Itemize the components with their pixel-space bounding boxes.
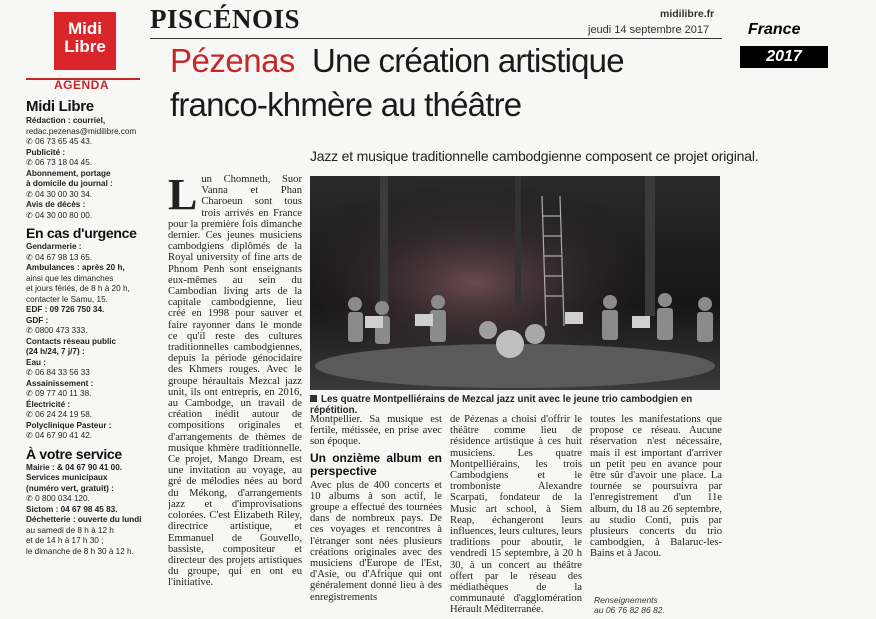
- sidebar-abonnement: Abonnement, portage à domicile du journal : ✆ 04 30 00 30 34.: [26, 168, 113, 199]
- column-2-text: Avec plus de 400 concerts et 10 albums à son actif, le groupe a effectué des tournées dans de nombreux pays. De ces voyages et rencontres à l'étranger sont nées plusieurs créations originales avec des musiciens d'Europe de l'Est, d'Asie, ou d'Afrique qui ont généralement donné lieu à des enregistrements: [310, 479, 442, 603]
- sidebar-electricite: Électricité : ✆ 06 24 24 19 58.: [26, 399, 93, 419]
- info-contact: [594, 595, 665, 615]
- sidebar-contacts: [26, 96, 142, 557]
- article-column-3: [450, 414, 582, 616]
- sidebar-decheterie: Déchetterie : ouverte du lundi au samedi de 8 h à 12 h et de 14 h à 17 h 30 ; le dimanche de 8 h 30 à 12 h.: [26, 515, 142, 556]
- publication-date: jeudi 14 septembre 2017: [588, 24, 710, 36]
- sidebar-assainissement: Assainissement : ✆ 09 77 40 11 38.: [26, 378, 94, 398]
- sidebar-paper-title: Midi Libre: [26, 98, 94, 115]
- publication-site: midilibre.fr: [660, 8, 715, 20]
- headline-line-1: Une création artistique: [312, 42, 624, 79]
- sidebar-services-municipaux: Services municipaux (numéro vert, gratuit) : ✆ 0 800 034 120.: [26, 473, 114, 503]
- urgence-title: En cas d'urgence: [26, 225, 137, 241]
- article-column-2: [310, 414, 442, 616]
- sidebar-mairie: Mairie : & 04 67 90 41 00.: [26, 462, 123, 472]
- dropcap: L: [168, 174, 198, 219]
- headline-city: Pézenas: [170, 42, 295, 79]
- rehearsal-photo: [310, 176, 720, 390]
- article-column-1: [168, 174, 302, 614]
- logo-line-1: Midi: [68, 19, 102, 38]
- section-title: PISCÉNOIS: [150, 4, 301, 34]
- sidebar-gendarmerie: Gendarmerie : ✆ 04 67 98 13 65.: [26, 242, 93, 262]
- agenda-label: AGENDA: [54, 78, 110, 92]
- sidebar-sictom: Sictom : 04 67 98 45 83.: [26, 504, 118, 514]
- photo-caption: [310, 394, 722, 416]
- sidebar-publicite: Publicité : ✆ 06 73 18 04 45.: [26, 147, 93, 167]
- sidebar-polyclinique: Polyclinique Pasteur : ✆ 04 67 90 41 42.: [26, 420, 112, 440]
- sidebar-eau: Eau : ✆ 06 84 33 56 33: [26, 357, 90, 377]
- column-1-text: un Chomneth, Suor Vanna et Phan Charoeun sont tous trois arrivés en France pour la première fois dimanche dernier. Ces jeunes musiciens cambodgiens diplômés de la Royal university of fine arts de Phnom Penh sont enseignants eux-mêmes au sein du Cambodian living arts de la capitale cambodgienne, lieu créé en 1998 pour sauver et faire rayonner dans le monde ce qu'il reste des cultures traditionnelles cambodgiennes, depuis la période génocidaire des Khmers rouges. Avec le groupe héraultais Mezcal jazz unit, ils ont entrepris, en 2016, au Cambodge, un travail de création inédit autour de compositions originales et d'arrangements de thèmes de musique khmère traditionnelle. Ce projet, Mango Dream, est une invitation au voyage, au gré de mélodies nées au bord du Mékong, d'arrangements jazz et d'improvisations colorées. C'est Élizabeth Riley, directrice artistique, et Emmanuel de Gouvello, bassiste, compositeur et directeur des projets artistiques du groupe, qui en ont eu l'initiative.: [168, 174, 302, 589]
- caption-square-icon: [310, 395, 317, 402]
- midi-libre-logo: [54, 12, 116, 70]
- header-rule: [150, 38, 722, 39]
- info-label: Renseignements: [594, 595, 658, 605]
- caption-text: Les quatre Montpelliérains de Mezcal jazz unit avec le jeune trio cambodgien en répétition.: [310, 394, 693, 416]
- column-3-text: de Pézenas a choisi d'offrir le théâtre comme lieu de résidence artistique à ces huit musiciens. Les quatre Montpelliérains, les trois Cambodgiens et le tromboniste Alexandre Scarpati, fondateur de la Music art school, à Siem Reap, échangeront leurs influences, leurs cultures, leurs traditions pour aboutir, le vendredi 15 septembre, à 20 h 30, à un concert au théâtre offert par le réseau des médiathèques de la communauté d'agglomération Hérault Méditerranée.: [450, 414, 582, 616]
- article-subhead: Un onzième album en perspective: [310, 450, 442, 478]
- sidebar-redaction: Rédaction : courriel, redac.pezenas@midilibre.com ✆ 06 73 65 45 43.: [26, 116, 137, 146]
- standfirst: Jazz et musique traditionnelle cambodgienne composent ce projet original.: [310, 148, 759, 164]
- headline-line-2: franco-khmère au théâtre: [170, 86, 522, 123]
- sidebar-deces: Avis de décès : ✆ 04 30 00 80 00.: [26, 200, 93, 220]
- sidebar-edf: EDF : 09 726 750 34.: [26, 305, 105, 314]
- logo-line-2: Libre: [64, 37, 106, 56]
- country-label: France: [748, 21, 801, 38]
- service-title: À votre service: [26, 445, 122, 462]
- sidebar-gdf: GDF : ✆ 0800 473 333.: [26, 315, 88, 335]
- sidebar-contacts-reseau: Contacts réseau public (24 h/24, 7 j/7) :: [26, 336, 117, 356]
- info-phone: au 06 76 82 86 82.: [594, 605, 665, 615]
- sidebar-ambulances: Ambulances : après 20 h, ainsi que les dimanches et jours fériés, de 8 h à 20 h, contacter le Samu, 15.: [26, 263, 130, 304]
- column-2-intro: Montpellier. Sa musique est fertile, métissée, en prise avec son époque.: [310, 414, 442, 448]
- year-badge: 2017: [740, 46, 828, 68]
- column-4-text: toutes les manifestations que propose ce réseau. Aucune réservation n'est nécessaire, mais il est important d'arriver un petit peu en avance pour être sûr d'avoir une place. La tournée se poursuivra par l'enregistrement d'un 11e album, du 18 au 26 septembre, au studio Conti, puis par plusieurs concerts du trio cambodgien, à Balaruc-les-Bains et à Jacou.: [590, 414, 722, 560]
- article-column-4: [590, 414, 722, 592]
